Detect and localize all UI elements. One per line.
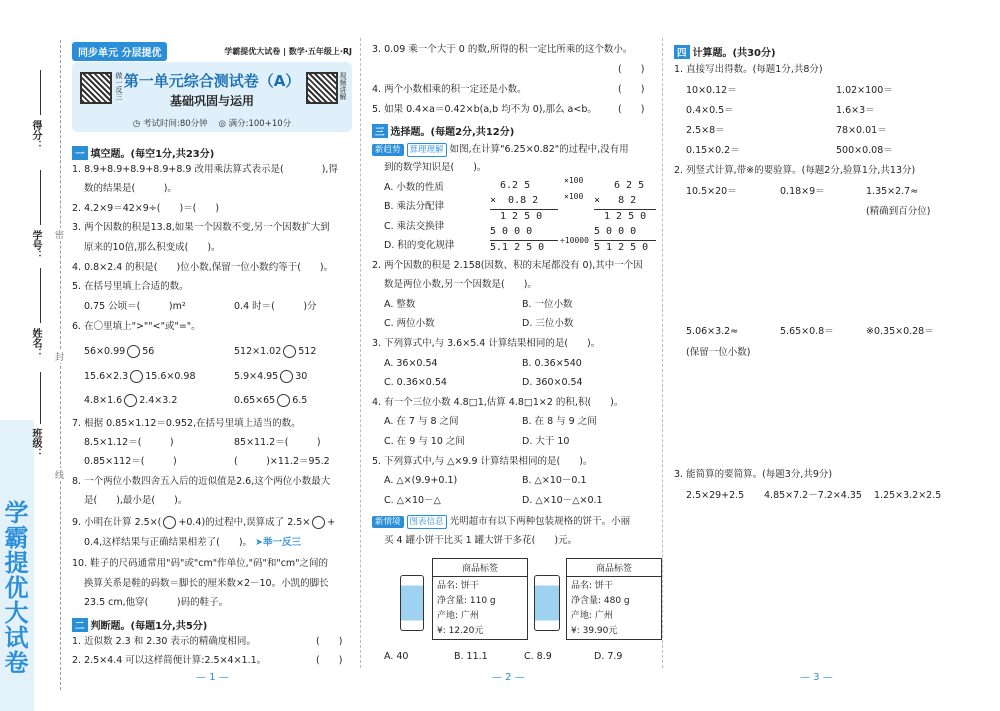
calc-left-row-5: 5.1 2 5 0 — [490, 242, 545, 253]
oral-item-4: 1.6×3＝ — [836, 105, 875, 116]
calc-question-3: 3. 能简算的要简算。(每题3分,共9分) — [674, 469, 833, 480]
oral-item-1: 10×0.12＝ — [686, 85, 737, 96]
compare-left-2: 512×1.02 — [234, 346, 282, 357]
vertical-item-5: 5.65×0.8＝ — [780, 326, 834, 337]
label-weight: 净含量: 480 g — [571, 596, 630, 606]
label-price: ¥: 39.90元 — [571, 626, 618, 636]
series-meta: 学霸提优大试卷 | 数学·五年级上·RJ — [224, 47, 352, 56]
judge-3-answer[interactable]: ( ) — [618, 64, 645, 75]
choice-2-option-b[interactable]: B. 一位小数 — [522, 299, 573, 310]
blank-circle-9a[interactable] — [163, 516, 176, 529]
compare-row-6 — [234, 394, 307, 407]
section-title: 判断题。(每题1分,共5分) — [90, 621, 208, 632]
question-10a: 10. 鞋子的尺码通常用"码"或"cm"作单位,"码"和"cm"之间的 — [72, 558, 329, 569]
blank-circle-9b[interactable] — [312, 516, 325, 529]
qr-code-right-icon[interactable] — [306, 72, 338, 104]
vertical-item-4: 5.06×3.2≈ — [686, 326, 739, 337]
calc-arrow-2: ×100 — [564, 192, 584, 201]
choice-6-option-d[interactable]: D. 7.9 — [594, 651, 623, 662]
compare-right-4: 30 — [295, 371, 308, 382]
small-biscuit-can — [400, 575, 424, 631]
choice-3-option-c[interactable]: C. 0.36×0.54 — [384, 377, 447, 388]
class-field-label: 班级： — [30, 428, 41, 458]
calc-left-row-4: 5 0 0 0 — [490, 226, 533, 237]
choice-2b: 数是两位小数,另一个因数是( )。 — [384, 279, 537, 290]
section-number: 四 — [674, 45, 690, 59]
clock-icon: ◷ — [132, 119, 141, 129]
compare-left-1: 56×0.99 — [84, 346, 126, 357]
section-number: 二 — [72, 618, 88, 632]
question-8b: 是( ),最小是( )。 — [84, 495, 188, 506]
label-origin: 产地: 广州 — [571, 611, 613, 621]
judge-2-answer[interactable]: ( ) — [316, 655, 343, 666]
judge-4-answer[interactable]: ( ) — [618, 84, 645, 95]
calc-right-row-4: 5 0 0 0 — [594, 226, 637, 237]
grade-meta: 数学·五年级上·RJ — [288, 47, 352, 56]
calc-right-row-1: 6 2 5 — [614, 180, 645, 191]
product-label-large — [566, 558, 662, 640]
class-field-line[interactable] — [40, 372, 41, 424]
choice-1-option-d[interactable]: D. 积的变化规律 — [384, 240, 455, 251]
oral-item-2: 1.02×100＝ — [836, 85, 893, 96]
calc-left-row-2: × 0.8 2 — [490, 195, 539, 206]
choice-6-option-b[interactable]: B. 11.1 — [454, 651, 488, 662]
question-6: 6. 在〇里填上">""<"或"="。 — [72, 321, 201, 332]
binding-word-line: 线 — [55, 468, 64, 481]
exam-info — [72, 117, 352, 129]
label-name: 品名: 饼干 — [437, 581, 479, 591]
chart-info-tag: 图表信息 — [407, 515, 447, 529]
choice-1a-text: 如图,在计算"6.25×0.82"的过程中,没有用 — [449, 144, 629, 155]
score-field-label: 得分： — [30, 120, 41, 150]
vertical-item-3: 1.35×2.7≈ — [866, 186, 919, 197]
trend-tag: 新趋势 — [372, 144, 404, 156]
page-number-2: — 2 — — [492, 672, 525, 683]
question-7b: 85×11.2＝( ) — [234, 437, 321, 448]
section-calculation — [674, 44, 776, 59]
vertical-note-2: (保留一位小数) — [686, 347, 751, 358]
section-fill-blank — [72, 145, 214, 160]
calc-right-rule-1 — [594, 209, 656, 210]
oral-item-6: 78×0.01＝ — [836, 125, 887, 136]
simplify-item-3: 1.25×3.2×2.5 — [874, 490, 942, 501]
oral-item-8: 500×0.08＝ — [836, 145, 893, 156]
calc-right-row-5: 5 1 2 5 0 — [594, 242, 649, 253]
choice-6a — [372, 515, 630, 529]
oral-item-3: 0.4×0.5＝ — [686, 105, 734, 116]
label-name: 品名: 饼干 — [571, 581, 613, 591]
series-name: 学霸提优大试卷 — [224, 47, 281, 56]
choice-6b: 买 4 罐小饼干比买 1 罐大饼干多花( )元。 — [384, 535, 578, 546]
exam-title: 第一单元综合测试卷（A） — [123, 72, 301, 90]
question-8a: 8. 一个两位小数四舍五入后的近似值是2.6,这个两位小数最大 — [72, 476, 331, 487]
compare-right-1: 56 — [142, 346, 155, 357]
choice-2-option-d[interactable]: D. 三位小数 — [522, 318, 574, 329]
label-head: 商品标签 — [433, 559, 527, 577]
student-id-field-line[interactable] — [40, 170, 41, 225]
section-number: 一 — [72, 146, 88, 160]
choice-2-option-c[interactable]: C. 两位小数 — [384, 318, 435, 329]
title-box — [72, 62, 352, 132]
label-price: ¥: 12.20元 — [437, 626, 484, 636]
qr-code-left-icon[interactable] — [80, 72, 112, 104]
compare-circle-4[interactable] — [280, 370, 293, 383]
question-4: 4. 0.8×2.4 的积是( )位小数,保留一位小数约等于( )。 — [72, 262, 334, 273]
choice-1b: 到的数学知识是( )。 — [384, 162, 487, 173]
choice-5: 5. 下列算式中,与 △×9.9 计算结果相同的是( )。 — [372, 456, 593, 467]
page-number-1: — 1 — — [196, 672, 229, 683]
compare-row-5 — [84, 394, 177, 407]
binding-line — [60, 40, 61, 690]
label-weight: 净含量: 110 g — [437, 596, 496, 606]
calc-question-2: 2. 列竖式计算,带※的要验算。(每题2分,验算1分,共13分) — [674, 165, 916, 176]
compare-left-6: 0.65×65 — [234, 395, 276, 406]
choice-4: 4. 有一个三位小数 4.8□1,估算 4.8□1×2 的积,积( )。 — [372, 397, 624, 408]
oral-item-5: 2.5×8＝ — [686, 125, 725, 136]
compare-left-5: 4.8×1.6 — [84, 395, 123, 406]
choice-2a: 2. 两个因数的积是 2.158(因数、积的末尾都没有 0),其中一个因 — [372, 260, 643, 271]
judge-5: 5. 如果 0.4×a＝0.42×b(a,b 均不为 0),那么 a<b。 — [372, 104, 597, 115]
compare-right-6: 6.5 — [292, 395, 308, 406]
compare-circle-1[interactable] — [127, 345, 140, 358]
question-3a: 3. 两个因数的积是13.8,如果一个因数不变,另一个因数扩大到 — [72, 222, 330, 233]
large-biscuit-can — [534, 575, 560, 631]
judge-1: 1. 近似数 2.3 和 2.30 表示的精确度相同。 — [72, 636, 256, 647]
question-10b: 换算关系是鞋的码数＝脚长的厘米数×2－10。小凯的脚长 — [84, 578, 329, 589]
calc-left-row-3: 1 2 5 0 — [500, 211, 543, 222]
judge-2: 2. 2.5×4.4 可以这样简便计算:2.5×4×1.1。 — [72, 655, 267, 666]
exam-score: 满分:100+10分 — [228, 119, 292, 129]
calc-left-rule-2 — [490, 240, 558, 241]
question-3b: 原来的10倍,那么积变成( )。 — [84, 242, 221, 253]
choice-1-option-c[interactable]: C. 乘法交换律 — [384, 221, 445, 232]
column-divider-2 — [662, 38, 663, 668]
compare-circle-6[interactable] — [277, 394, 290, 407]
choice-6-option-a[interactable]: A. 40 — [384, 651, 409, 662]
question-7a: 8.5×1.12＝( ) — [84, 437, 174, 448]
brand-title: 学霸提优大试卷 — [0, 500, 29, 675]
binding-word-seal: 密 — [55, 228, 64, 241]
question-9a-post: + — [327, 517, 336, 528]
judge-3: 3. 0.09 乘一个大于 0 的数,所得的积一定比所乘的这个数小。 — [372, 44, 633, 55]
compare-right-2: 512 — [298, 346, 317, 357]
calc-arrow-3: ÷10000 — [560, 236, 589, 245]
exam-subtitle: 基础巩固与运用 — [169, 94, 254, 108]
name-field-line[interactable] — [40, 268, 41, 323]
reasoning-tag: 算理理解 — [407, 143, 447, 157]
label-head: 商品标签 — [567, 559, 661, 577]
question-9b — [84, 537, 301, 549]
calc-question-1: 1. 直接写出得数。(每题1分,共8分) — [674, 64, 823, 75]
calc-right-row-2: × 8 2 — [594, 195, 637, 206]
question-7c: 0.85×112＝( ) — [84, 456, 177, 467]
exam-time: 考试时间:80分钟 — [142, 119, 208, 129]
choice-5-option-d[interactable]: D. △×10－△×0.1 — [522, 495, 603, 506]
score-field-line[interactable] — [40, 70, 41, 115]
judge-1-answer[interactable]: ( ) — [316, 636, 343, 647]
compare-row-2 — [234, 345, 316, 358]
calc-left-row-1: 6.2 5 — [500, 180, 531, 191]
calc-arrow-1: ×100 — [564, 176, 584, 185]
question-9a-mid: +0.4)的过程中,误算成了 2.5× — [178, 517, 311, 528]
question-9b-text: 0.4,这样结果与正确结果相差了( )。 — [84, 537, 253, 548]
extend-link[interactable]: ➤举一反三 — [255, 537, 302, 548]
column-divider-1 — [360, 38, 361, 668]
choice-1a — [372, 143, 629, 157]
section-choice — [372, 123, 514, 138]
compare-circle-3[interactable] — [130, 370, 143, 383]
question-5b: 0.4 时＝( )分 — [234, 301, 317, 312]
section-title: 计算题。(共30分) — [692, 48, 776, 59]
question-10c: 23.5 cm,他穿( )码的鞋子。 — [84, 597, 229, 608]
choice-1-option-a[interactable]: A. 小数的性质 — [384, 182, 444, 193]
qr-right-label: 视频讲解 — [339, 72, 347, 100]
vertical-item-1: 10.5×20＝ — [686, 186, 737, 197]
student-id-field-label: 学号： — [30, 230, 41, 260]
compare-circle-5[interactable] — [124, 394, 137, 407]
vertical-item-2: 0.18×9＝ — [780, 186, 825, 197]
vertical-item-6: ※0.35×0.28＝ — [866, 326, 934, 337]
choice-3-option-a[interactable]: A. 36×0.54 — [384, 358, 438, 369]
question-1b: 数的结果是( )。 — [84, 183, 177, 194]
question-5a: 0.75 公顷＝( )m² — [84, 301, 186, 312]
choice-5-option-c[interactable]: C. △×10－△ — [384, 495, 441, 506]
choice-3-option-d[interactable]: D. 360×0.54 — [522, 377, 583, 388]
choice-5-option-b[interactable]: B. △×10－0.1 — [522, 475, 587, 486]
question-1a: 1. 8.9+8.9+8.9+8.9+8.9 改用乘法算式表示是( ),得 — [72, 164, 338, 175]
compare-right-5: 2.4×3.2 — [139, 395, 178, 406]
compare-row-1 — [84, 345, 154, 358]
section-title: 填空题。(每空1分,共23分) — [90, 149, 215, 160]
choice-4-option-a[interactable]: A. 在 7 与 8 之间 — [384, 416, 459, 427]
choice-6-option-c[interactable]: C. 8.9 — [524, 651, 552, 662]
section-true-false — [72, 617, 207, 632]
question-7: 7. 根据 0.85×1.12＝0.952,在括号里填上适当的数。 — [72, 418, 301, 429]
score-icon: ◎ — [218, 119, 226, 129]
compare-row-4 — [234, 370, 307, 383]
binding-strip — [0, 0, 66, 711]
question-2: 2. 4.2×9＝42×9÷( )＝( ) — [72, 203, 220, 214]
qr-left-label: 做一反三 — [115, 72, 123, 100]
compare-circle-2[interactable] — [283, 345, 296, 358]
compare-right-3: 15.6×0.98 — [145, 371, 196, 382]
binding-word-close: 封 — [55, 350, 64, 363]
section-number: 三 — [372, 124, 388, 138]
simplify-item-2: 4.85×7.2－7.2×4.35 — [764, 490, 862, 501]
question-5: 5. 在括号里填上合适的数。 — [72, 281, 189, 292]
compare-left-4: 5.9×4.95 — [234, 371, 279, 382]
question-9a-pre: 9. 小明在计算 2.5×( — [72, 517, 162, 528]
choice-4-option-d[interactable]: D. 大于 10 — [522, 436, 570, 447]
label-origin: 产地: 广州 — [437, 611, 479, 621]
unit-badge: 同步单元 分层提优 — [72, 42, 167, 61]
choice-3: 3. 下列算式中,与 3.6×5.4 计算结果相同的是( )。 — [372, 338, 601, 349]
choice-6a-text: 光明超市有以下两种包装规格的饼干。小丽 — [449, 516, 631, 527]
compare-row-3 — [84, 370, 196, 383]
choice-4-option-b[interactable]: B. 在 8 与 9 之间 — [522, 416, 597, 427]
choice-4-option-c[interactable]: C. 在 9 与 10 之间 — [384, 436, 465, 447]
calc-left-rule-1 — [490, 209, 558, 210]
question-9a — [72, 516, 335, 529]
oral-item-7: 0.15×0.2＝ — [686, 145, 740, 156]
page-number-3: — 3 — — [800, 672, 833, 683]
question-7d: ( )×11.2＝95.2 — [234, 456, 330, 467]
choice-1-option-b[interactable]: B. 乘法分配律 — [384, 201, 445, 212]
judge-5-answer[interactable]: ( ) — [618, 104, 645, 115]
choice-5-option-a[interactable]: A. △×(9.9+0.1) — [384, 475, 458, 486]
choice-2-option-a[interactable]: A. 整数 — [384, 299, 416, 310]
choice-3-option-b[interactable]: B. 0.36×540 — [522, 358, 582, 369]
name-field-label: 姓名： — [30, 328, 41, 358]
simplify-item-1: 2.5×29+2.5 — [686, 490, 745, 501]
compare-left-3: 15.6×2.3 — [84, 371, 129, 382]
context-tag: 新情境 — [372, 516, 404, 528]
exam-header — [72, 42, 352, 62]
product-label-small — [432, 558, 528, 640]
calc-right-rule-2 — [594, 240, 656, 241]
vertical-note-1: (精确到百分位) — [866, 206, 931, 217]
calc-right-row-3: 1 2 5 0 — [604, 211, 647, 222]
judge-4: 4. 两个小数相乘的积一定还是小数。 — [372, 84, 527, 95]
section-title: 选择题。(每题2分,共12分) — [390, 127, 515, 138]
